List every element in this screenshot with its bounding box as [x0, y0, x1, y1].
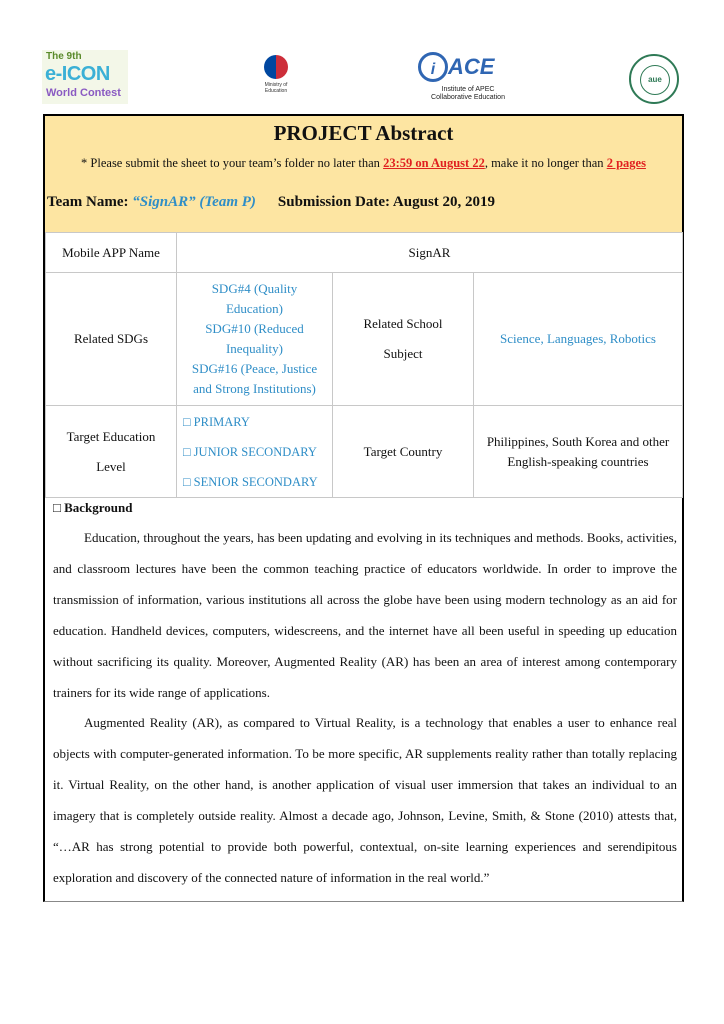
econ-logo-line3: World Contest: [46, 87, 121, 99]
app-name-value: SignAR: [177, 233, 683, 273]
country-line2: English-speaking countries: [507, 453, 649, 469]
subject-label: [333, 273, 474, 406]
sdg-line: Inequality): [225, 341, 284, 356]
university-seal-logo: [629, 54, 679, 104]
ministry-logo-line1: Ministry of: [264, 82, 288, 88]
level-option-junior: □ JUNIOR SECONDARY: [183, 444, 317, 459]
logo-bar: [0, 0, 724, 112]
app-name-label: Mobile APP Name: [46, 233, 177, 273]
iace-logo-name: ACE: [448, 54, 495, 79]
team-name-value: “SignAR” (Team P): [132, 194, 256, 210]
econ-logo-line1: The 9th: [46, 51, 82, 62]
team-info-bar: [45, 184, 682, 233]
target-country-label: Target Country: [333, 406, 474, 498]
sdg-line: and Strong Institutions): [193, 381, 316, 396]
sdg-line: SDG#16 (Peace, Justice: [191, 361, 318, 376]
econ-contest-logo: [42, 50, 128, 104]
submission-date: Submission Date: August 20, 2019: [277, 194, 496, 210]
background-section: [53, 497, 677, 894]
sdg-line: SDG#4 (Quality: [211, 281, 298, 296]
project-abstract-form: [43, 114, 684, 902]
note-pre: * Please submit the sheet to your team’s folder no later than: [81, 156, 384, 170]
form-header: [45, 116, 682, 185]
ministry-logo-line2: Education: [264, 88, 288, 94]
note-mid: , make it no longer than: [484, 156, 607, 170]
submission-note: [45, 156, 682, 171]
team-name-label: Team Name:: [47, 194, 133, 210]
iace-mark-icon: i: [418, 52, 448, 82]
level-label-line1: Target Education: [66, 428, 156, 444]
iace-logo-sub1: Institute of APEC: [441, 86, 495, 93]
level-option-primary: □ PRIMARY: [183, 414, 250, 429]
table-row: [46, 273, 683, 406]
econ-logo-line2: e-ICON: [45, 63, 110, 85]
education-level-label: [46, 406, 177, 498]
subject-label-line1: Related School: [363, 316, 443, 331]
level-option-senior: □ SENIOR SECONDARY: [183, 474, 318, 489]
sdg-line: Education): [225, 301, 284, 316]
table-row: [46, 233, 683, 273]
country-line1: Philippines, South Korea and other: [486, 433, 670, 449]
background-paragraph-1: Education, throughout the years, has been updating and evolving in its techniques and methods. Books, activities, and classroom lectures have been the common teaching practice of educators worldwide. In order to improve the transmission of information, various institutions all across the globe have been using modern technology as an aid for education. Handheld devices, computers, widescreens, and the internet have all been useful in speeding up education without sacrificing its quality. Moreover, Augmented Reality (AR) has been an area of interest among contemporary trainers for its wide range of applications.: [53, 530, 677, 700]
table-row: [46, 406, 683, 498]
page-limit-text: 2 pages: [606, 156, 646, 170]
sdg-list: [177, 273, 333, 406]
sdg-label: Related SDGs: [46, 273, 177, 406]
subject-label-line2: Subject: [383, 346, 423, 361]
education-level-options: [177, 406, 333, 498]
taegeuk-emblem-icon: [264, 55, 288, 79]
target-country-value: [474, 406, 683, 498]
ministry-of-education-logo: [258, 55, 294, 94]
level-label-line2: Level: [96, 458, 126, 474]
iace-logo-sub2: Collaborative Education: [431, 94, 505, 101]
subject-value: Science, Languages, Robotics: [474, 273, 683, 406]
page-title: PROJECT Abstract: [273, 121, 454, 145]
seal-center-icon: aue: [640, 65, 670, 95]
background-paragraph-2: Augmented Reality (AR), as compared to Virtual Reality, is a technology that enables a user to enhance real objects with computer-generated information. To be more specific, AR supplements reality rather than totally replacing it. Virtual Reality, on the other hand, is another application of visual user immersion that takes an individual to an imagery that is completely outside reality. Almost a decade ago, Johnson, Levine, Smith, & Stone (2010) attests that, “…AR has strong potential to provide both powerful, contextual, on-site learning experiences and serendipitous exploration and discovery of the connected nature of information in the real world.”: [53, 715, 677, 885]
sdg-line: SDG#10 (Reduced: [205, 321, 304, 336]
project-info-table: [45, 232, 683, 498]
background-heading: □ Background: [53, 500, 133, 515]
deadline-text: 23:59 on August 22: [383, 156, 485, 170]
